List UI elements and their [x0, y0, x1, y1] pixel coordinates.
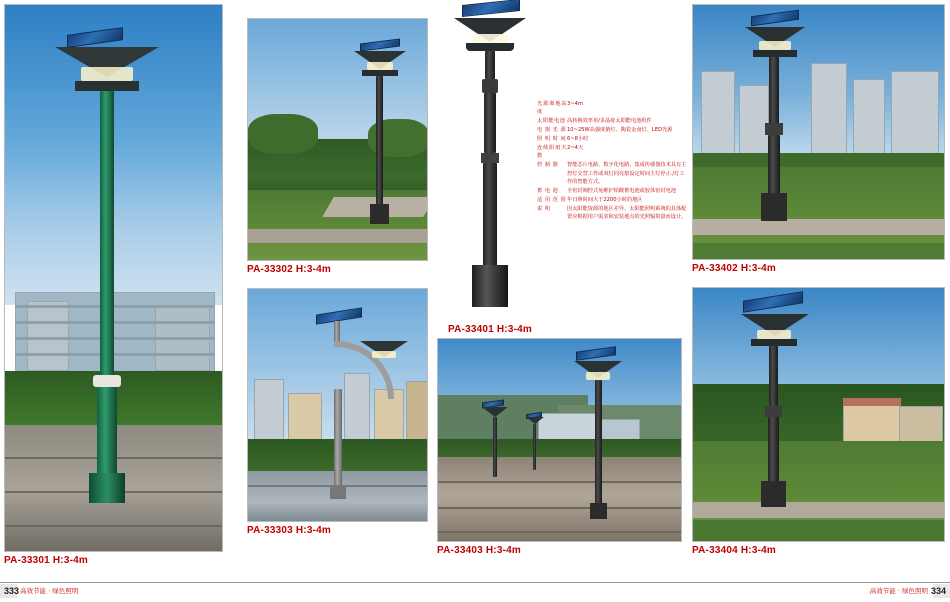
spec-value: 年日照时间大于2200小时的地区 [567, 196, 643, 203]
spec-value: 3~4m [567, 101, 584, 107]
product-caption-pa-33303: PA-33303 H:3-4m [247, 525, 331, 536]
product-caption-pa-33301: PA-33301 H:3-4m [4, 555, 88, 566]
spec-key: 照 明 时 间 [537, 136, 567, 143]
product-photo-pa-33402 [692, 4, 945, 260]
spec-row [537, 205, 689, 221]
product-photo-pa-33303 [247, 288, 428, 522]
footer-divider [0, 582, 950, 583]
spec-key: 蓄 电 池 [537, 187, 559, 194]
footer-tagline-right: 高效节能 · 绿色照明 [869, 587, 928, 595]
product-photo-pa-33401 [440, 0, 540, 318]
product-card-pa-33301 [4, 4, 223, 566]
spec-key: 说 明 [537, 205, 551, 212]
spec-key: 控 制 器 [537, 162, 559, 169]
spec-row [537, 100, 689, 116]
spec-value: 6~8小时 [567, 136, 589, 143]
product-card-pa-33302 [247, 18, 428, 275]
spec-key: 电 器 光 源 [537, 127, 567, 134]
footer-tagline-left: 高效节能 · 绿色照明 [20, 587, 79, 595]
spec-row [537, 196, 689, 204]
spec-key: 连续阴雨天数 [537, 145, 567, 160]
page-number-left: 333 [4, 586, 20, 596]
product-photo-pa-33404 [692, 287, 945, 542]
product-card-pa-33403 [437, 338, 682, 556]
spec-row [537, 135, 689, 143]
page-footer [0, 582, 950, 602]
spec-value: 2~4天 [567, 145, 584, 152]
product-photo-pa-33403 [437, 338, 682, 542]
spec-value: 高转换效率单/多晶硅太阳能电池组件 [567, 118, 652, 125]
product-card-pa-33303 [247, 288, 428, 536]
spec-key: 光源离地高度 [537, 101, 567, 116]
product-caption-pa-33403: PA-33403 H:3-4m [437, 545, 521, 556]
spec-key: 太阳能电池 [537, 118, 566, 125]
spec-row [537, 126, 689, 134]
product-caption-pa-33302: PA-33302 H:3-4m [247, 264, 331, 275]
product-caption-pa-33402: PA-33402 H:3-4m [692, 263, 776, 274]
spec-row [537, 187, 689, 195]
product-card-pa-33404 [692, 287, 945, 556]
spec-value: 智能芯片电路，数字化电路、集成传感器技术具有主控灯交替工作或双灯同亮熄设定时间主灯停止./灯工作的智能方式。 [567, 162, 687, 185]
spec-value: 全密封阀控式免维护铅酸蓄电池或胶体密封电池 [567, 187, 676, 194]
product-card-pa-33401 [440, 0, 540, 335]
product-caption-pa-33401: PA-33401 H:3-4m [448, 324, 532, 335]
product-card-pa-33402 [692, 4, 945, 274]
product-photo-pa-33302 [247, 18, 428, 261]
solar-panel-icon [462, 0, 520, 17]
spec-row [537, 161, 689, 185]
spec-row [537, 144, 689, 160]
spec-key: 适 用 范 围 [537, 196, 567, 203]
page-number-right: 334 [930, 586, 946, 596]
product-caption-pa-33404: PA-33404 H:3-4m [692, 545, 776, 556]
spec-value: 10~25W高强度钠灯、陶瓷金卤灯、LED光源 [567, 127, 673, 134]
specification-table [537, 100, 689, 222]
spec-value: 因太阳能资源的地区差异，太阳能照明系统的具体配置应根据用户需求和安装地点的光照辐射量而设计。 [567, 205, 687, 220]
spec-row [537, 117, 689, 125]
product-photo-pa-33301 [4, 4, 223, 552]
